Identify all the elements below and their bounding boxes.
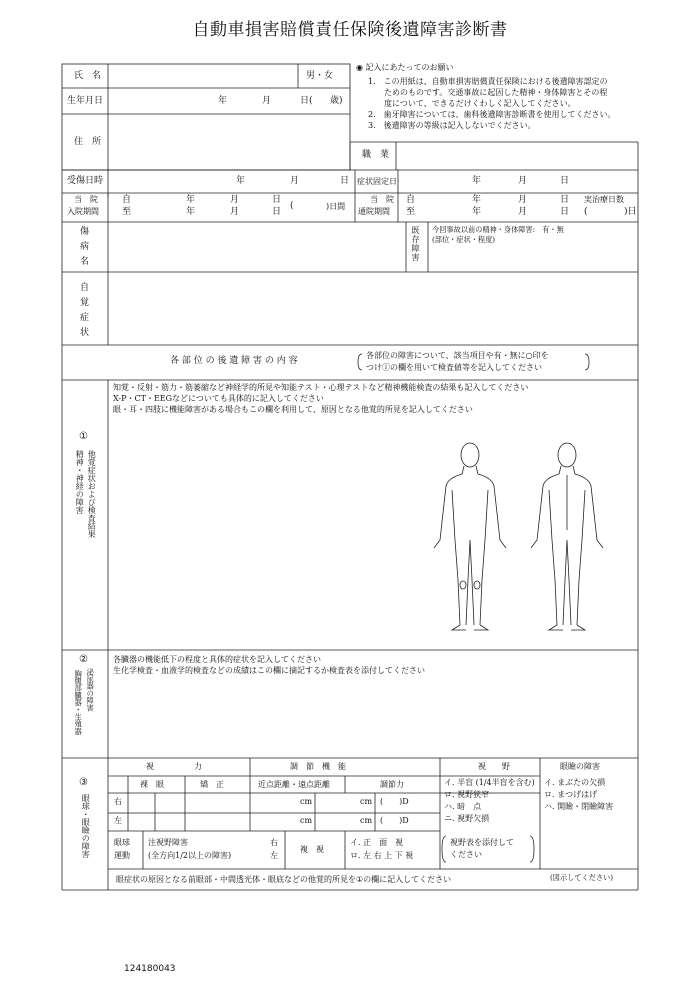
accom-power-label: 調節力	[380, 780, 404, 789]
eyelid-item: ロ. まつげはげ	[544, 790, 598, 799]
notes-item: 2. 歯牙障害については、歯科後遺障害診断書を使用してください。	[368, 110, 616, 119]
body-figure-back	[531, 443, 603, 630]
gaze-label: 注視野障害	[148, 838, 188, 847]
fixed-day: 日	[560, 176, 570, 186]
hosp-label-1: 当 院	[74, 195, 98, 204]
attach-note: 視野表を添付して	[450, 838, 514, 847]
outpatient-label-2: 通院期間	[358, 207, 390, 216]
left-eye-label: 左	[114, 816, 122, 825]
symptom-fixed-label: 症状固定日	[357, 177, 397, 186]
section-header-note: つけ①の欄を用いて検査値等を記入してください	[366, 363, 542, 372]
section1-instruction: 知覚・反射・筋力・筋萎縮など神経学的所見や知能テスト・心理テストなど精神機能検査の結果も記入してください	[113, 383, 529, 392]
dob-label: 生年月日	[67, 96, 104, 106]
naked-eye-label: 裸 眼	[140, 780, 164, 789]
hosp-days-open: (	[290, 201, 294, 211]
hosp-m2: 月	[230, 207, 240, 217]
hosp-y2: 年	[186, 207, 196, 217]
actual-days-close: )日	[624, 207, 637, 217]
dob-day: 日(	[300, 96, 313, 106]
name-label: 氏 名	[74, 71, 102, 81]
document-number: 124180043	[124, 964, 176, 974]
hosp-y1: 年	[186, 195, 196, 205]
dob-age: 歳)	[330, 96, 343, 106]
section-header-title: 各 部 位 の 後 遺 障 害 の 内 容	[170, 356, 298, 366]
section2-sublabel: 泌尿器の障害	[86, 668, 96, 712]
gaze-detail: (全方向1/2以上の障害)	[148, 851, 232, 860]
fixed-year: 年	[472, 176, 482, 186]
field-item: ハ. 暗 点	[444, 802, 482, 811]
hosp-d1: 日	[272, 195, 282, 205]
actual-days-label: 実治療日数	[584, 195, 624, 204]
section3-number: ③	[79, 777, 88, 788]
notes-item: ためのものです。交通事故に起因した精神・身体障害とその程	[368, 88, 608, 97]
outp-m1: 月	[518, 195, 528, 205]
injury-day: 日	[340, 176, 350, 186]
eyelid-item: イ. まぶたの欠損	[544, 778, 606, 787]
diplopia-item: ロ. 左 右 上 下 視	[350, 851, 414, 860]
left-far-cm: cm	[360, 816, 373, 825]
injury-date-label: 受傷日時	[67, 176, 104, 186]
notes-heading: ◉ 記入にあたってのお願い	[356, 63, 454, 72]
section3-label: 眼球・眼瞼の障害	[81, 794, 91, 858]
occupation-label: 職 業	[362, 150, 390, 160]
address-label: 住 所	[74, 137, 102, 147]
hosp-days-close: )日間	[326, 202, 346, 211]
corrected-label: 矯 正	[200, 780, 224, 789]
outp-d2: 日	[560, 207, 570, 217]
section3-footer: 眼症状の原因となる前眼部・中間透光体・眼底などの他覚的所見を①の欄に記入してください	[116, 875, 452, 884]
actual-days-open: (	[584, 207, 588, 217]
gender-options[interactable]: 男・女	[306, 71, 334, 81]
prior-disability-detail: (部位・症状・程度)	[432, 235, 496, 244]
fixed-month: 月	[518, 176, 528, 186]
outp-d1: 日	[560, 195, 570, 205]
outpatient-label-1: 当 院	[370, 195, 394, 204]
visual-acuity-label: 視 力	[146, 762, 202, 771]
prior-disability-text: 今回事故以前の精神・身体障害: 有・無	[432, 225, 564, 234]
eyelid-label: 眼瞼の障害	[560, 762, 600, 771]
notes-item: 3. 後遺障害の等級は記入しないでください。	[368, 121, 536, 130]
injury-month: 月	[290, 176, 300, 186]
section-header-note: 各部位の障害について、該当項目や有・無に○印を	[366, 351, 549, 360]
outp-to: 至	[406, 207, 416, 217]
hosp-from: 自	[122, 195, 132, 205]
section1-sublabel: 他覚症状および検査結果	[87, 450, 97, 538]
gaze-left: 左	[270, 851, 278, 860]
right-eye-label: 右	[114, 797, 122, 806]
dob-month: 月	[262, 96, 272, 106]
section2-number: ②	[79, 654, 88, 665]
field-item: イ. 半盲 (1/4半盲を含む)	[444, 778, 535, 787]
prior-disability-label: 既存障害	[411, 226, 420, 262]
field-item: ニ. 視野欠損	[444, 814, 490, 823]
injury-year: 年	[236, 176, 246, 186]
outp-y2: 年	[472, 207, 482, 217]
section1-instruction: X-P・CT・EEGなどについても具体的に記入してください	[113, 394, 324, 403]
attach-note: ください	[450, 850, 482, 859]
left-near-cm: cm	[300, 816, 313, 825]
hosp-d2: 日	[272, 207, 282, 217]
section1-instruction: 眼・耳・四肢に機能障害がある場合もこの欄を利用して、原因となる他覚的所見を記入してください	[113, 405, 473, 414]
right-far-cm: cm	[360, 797, 373, 806]
section1-label: 精神・神経の障害	[75, 450, 85, 514]
subjective-label: 自覚症状	[78, 282, 88, 342]
section2-label: 胸腹部臓器・生殖器	[74, 670, 84, 735]
notes-item: 1. この用紙は、自動車損害賠償責任保険における後遺障害認定の	[368, 77, 608, 86]
notes-item: 度について、できるだけくわしく記入してください。	[368, 99, 576, 108]
motility-label: 眼球	[114, 838, 130, 847]
section2-instruction: 生化学検査・血液学的検査などの成績はこの欄に摘記するか検査表を添付してください	[113, 666, 425, 675]
outp-y1: 年	[472, 195, 482, 205]
outp-from: 自	[406, 195, 416, 205]
right-near-cm: cm	[300, 797, 313, 806]
hosp-to: 至	[122, 207, 132, 217]
dob-year: 年	[218, 96, 228, 106]
hosp-label-2: 入院期間	[67, 207, 99, 216]
visual-field-label: 視 野	[478, 762, 510, 771]
section1-number: ①	[79, 431, 88, 442]
diplopia-item: イ. 正 面 視	[350, 838, 404, 847]
near-far-label: 近点距離・遠点距離	[258, 780, 330, 789]
hosp-m1: 月	[230, 195, 240, 205]
motility-label: 運動	[114, 851, 130, 860]
diagnosis-label: 傷病名	[78, 226, 88, 271]
left-diopter: ( )D	[380, 816, 409, 825]
outp-m2: 月	[518, 207, 528, 217]
body-figure-front	[434, 443, 506, 630]
accommodation-label: 調 節 機 能	[290, 762, 346, 771]
form-title: 自動車損害賠償責任保険後遺障害診断書	[192, 20, 508, 40]
gaze-right: 右	[270, 838, 278, 847]
right-diopter: ( )D	[380, 797, 409, 806]
field-item: ロ. 視野狭窄	[444, 790, 490, 799]
figure-note: (図示してください)	[550, 873, 614, 882]
eyelid-item: ハ. 開瞼・閉瞼障害	[544, 802, 614, 811]
section2-instruction: 各臓器の機能低下の程度と具体的症状を記入してください	[113, 655, 321, 664]
diplopia-label: 複 視	[300, 845, 324, 854]
